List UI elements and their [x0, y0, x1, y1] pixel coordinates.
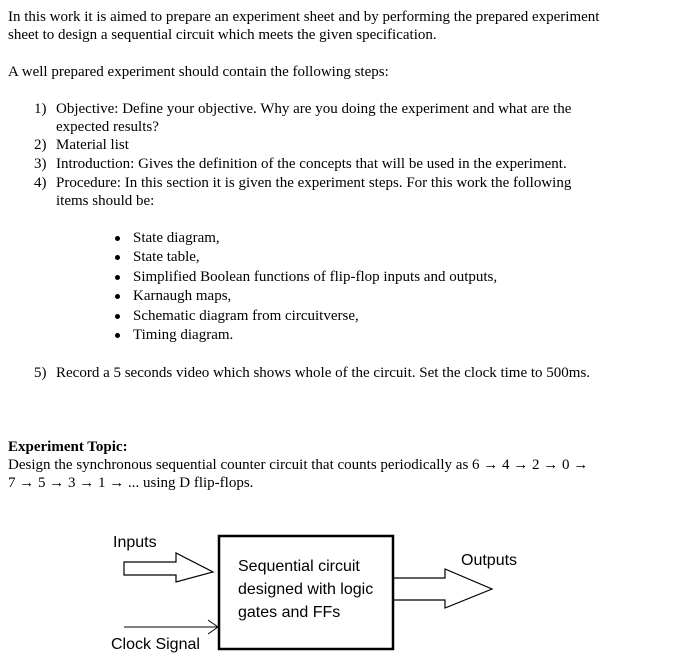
- procedure-item-schematic: Schematic diagram from circuitverse,: [133, 308, 359, 324]
- procedure-item-state-diagram: State diagram,: [133, 230, 220, 246]
- box-text-line-1: Sequential circuit: [238, 558, 360, 575]
- step-4-text: Procedure: In this section it is given the experiment steps. For this work the following: [56, 175, 572, 191]
- procedure-item-karnaugh-maps: Karnaugh maps,: [133, 288, 232, 304]
- step-3-text: Introduction: Gives the definition of the concepts that will be used in the experiment.: [56, 156, 567, 172]
- step-2-text: Material list: [56, 137, 129, 153]
- procedure-item-state-table: State table,: [133, 249, 200, 265]
- step-1-text: Objective: Define your objective. Why are you doing the experiment and what are the: [56, 101, 572, 117]
- output-arrow-icon: [393, 569, 492, 608]
- topic-heading: Experiment Topic:: [8, 439, 128, 455]
- intro-line-2: sheet to design a sequential circuit which meets the given specification.: [8, 27, 437, 43]
- step-1-number: 1): [34, 101, 47, 117]
- topic-line-2: 7 → 5 → 3 → 1 → ... using D flip-flops.: [8, 475, 254, 491]
- intro-line-1: In this work it is aimed to prepare an experiment sheet and by performing the prepared experiment: [8, 9, 600, 25]
- step-5-text: Record a 5 seconds video which shows whole of the circuit. Set the clock time to 500ms.: [56, 365, 591, 381]
- input-arrow-icon: [124, 553, 213, 582]
- outputs-label: Outputs: [461, 552, 518, 569]
- inputs-label: Inputs: [113, 534, 157, 551]
- step-4-text-cont: items should be:: [56, 193, 155, 209]
- step-1-text-cont: expected results?: [56, 119, 159, 135]
- step-5-number: 5): [34, 365, 47, 381]
- topic-line-1: Design the synchronous sequential counter circuit that counts periodically as 6 → 4 → 2 → 0 →: [8, 457, 589, 473]
- procedure-item-timing-diagram: Timing diagram.: [133, 327, 234, 343]
- step-4-number: 4): [34, 175, 47, 191]
- step-3-number: 3): [34, 156, 47, 172]
- clock-signal-label: Clock Signal: [111, 636, 200, 653]
- steps-intro: A well prepared experiment should contain the following steps:: [8, 64, 389, 80]
- step-2-number: 2): [34, 137, 47, 153]
- box-text-line-2: designed with logic: [238, 581, 374, 598]
- procedure-item-boolean-functions: Simplified Boolean functions of flip-flop inputs and outputs,: [133, 269, 498, 285]
- box-text-line-3: gates and FFs: [238, 604, 341, 621]
